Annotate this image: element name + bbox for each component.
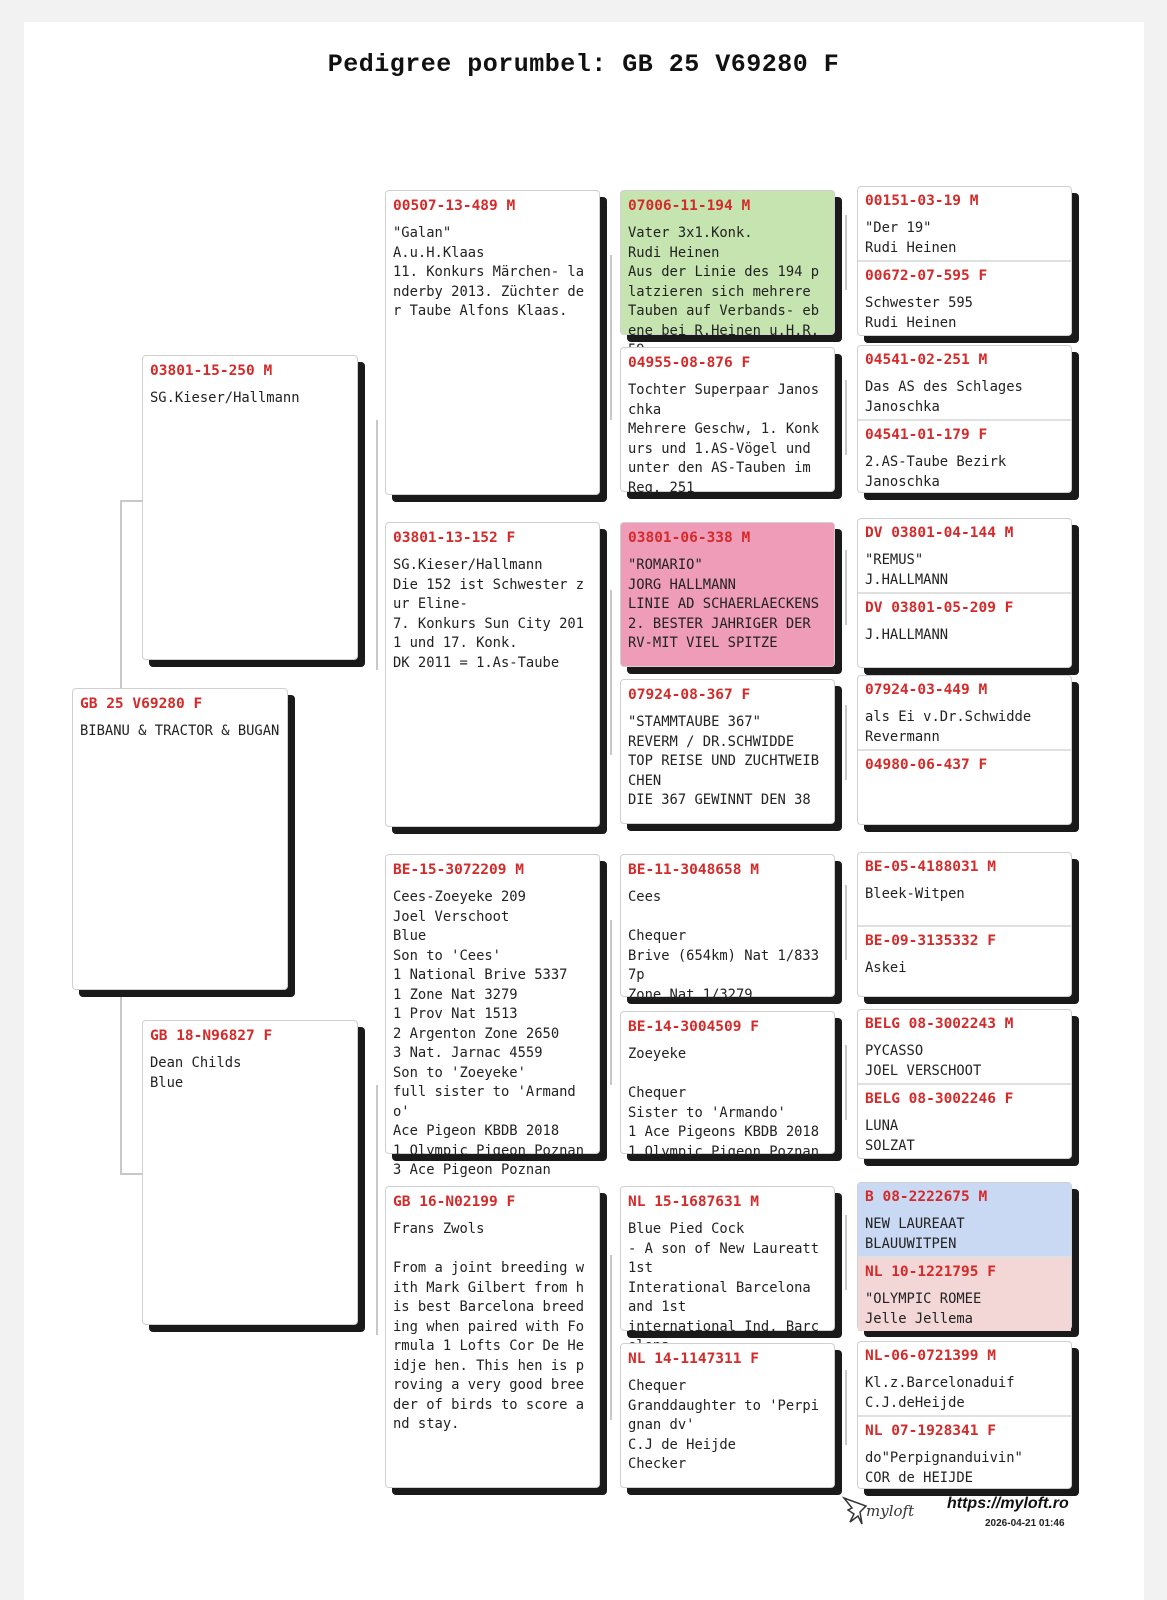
pigeon-info: do"Perpignanduivin" COR de HEIJDE [865,1450,1023,1486]
ring-number: BE-15-3072209 M [393,862,524,878]
grandparent-card[interactable] [385,522,600,827]
great-grandparent-card[interactable] [620,522,835,667]
g5-sire[interactable] [858,853,1071,925]
great-grandparent-card[interactable] [620,190,835,339]
g5-dam[interactable] [858,1083,1071,1160]
g5-sire[interactable] [858,519,1071,592]
ring-number: 00672-07-595 F [865,268,988,284]
g5-dam[interactable] [858,925,1071,998]
pigeon-info: Chequer Granddaughter to 'Perpignan dv' C.J de Heijde Checker [628,1378,820,1472]
pigeon-info: LUNA SOLZAT [865,1118,915,1154]
grandparent-card[interactable] [385,1186,600,1488]
pigeon-info: Cees Chequer Brive (654km) Nat 1/8337p Zone Nat 1/3279 [628,889,820,1003]
great-grandparent-card[interactable] [620,679,835,824]
pigeon-info: Vater 3x1.Konk. Rudi Heinen Aus der Linie des 194 platzieren sich mehrere Tauben auf Verbands- ebene bei R.Heinen u.H.R. [628,225,820,339]
sire-card[interactable] [142,355,358,660]
great-grandparent-card[interactable] [620,854,835,1003]
g5-sire[interactable] [858,676,1071,749]
pigeon-info: Dean Childs Blue [150,1055,242,1091]
pigeon-info: SG.Kieser/Hallmann [150,390,300,406]
g5-pair-card [857,345,1072,493]
ring-number: 07006-11-194 M [628,198,751,214]
pigeon-info: Askei [865,960,907,976]
g5-sire[interactable] [858,1342,1071,1415]
connector-line [845,380,847,455]
pigeon-info: Das AS des Schlages Janoschka [865,379,1023,415]
connector-line [610,1255,612,1420]
pigeon-info: "OLYMPIC ROMEE Jelle Jellema [865,1291,982,1327]
connector-line [845,885,847,960]
ring-number: BE-11-3048658 M [628,862,759,878]
g5-pair-card [857,186,1072,336]
g5-pair-card [857,852,1072,997]
ring-number: NL 10-1221795 F [865,1264,996,1280]
pigeon-info: BIBANU & TRACTOR & BUGAN [80,723,280,739]
g5-pair-card [857,1182,1072,1330]
ring-number: BE-05-4188031 M [865,859,996,875]
great-grandparent-card[interactable] [620,1343,835,1488]
g5-sire[interactable] [858,1183,1071,1256]
ring-number: 04980-06-437 F [865,757,988,773]
g5-dam[interactable] [858,1415,1071,1490]
ring-number: NL 14-1147311 F [628,1351,759,1367]
pigeon-info: Cees-Zoeyeke 209 Joel Verschoot Blue Son to 'Cees' 1 National Brive 5337 1 Zone Nat 3279 1 Prov Nat 1513 2 Argenton Zone 2650 3 Nat. Jarnac 4559 Son to 'Zoeyeke' full sister to 'Armando' Ace Pigeon KBDB 2018 1 Olympic Pigeon Poznan 3 Ace Pigeon Poznan [393,889,585,1178]
pigeon-icon [838,1492,938,1532]
ring-number: 07924-03-449 M [865,682,988,698]
pigeon-info: 2.AS-Taube Bezirk Janoschka [865,454,1007,490]
page-title: Pedigree porumbel: GB 25 V69280 F [327,50,840,79]
pigeon-info: Frans Zwols From a joint breeding with Mark Gilbert from his best Barcelona breeding when paired with Formula 1 Lofts Cor De Heidje hen. This hen is proving a very good breeder of birds to score and stay. [393,1221,585,1432]
ring-number: 04541-01-179 F [865,427,988,443]
g5-dam[interactable] [858,749,1071,826]
g5-sire[interactable] [858,1010,1071,1083]
ring-number: NL-06-0721399 M [865,1348,996,1364]
grandparent-card[interactable] [385,854,600,1178]
g5-pair-card [857,675,1072,825]
connector-line [845,705,847,780]
connector-line [845,215,847,290]
connector-line [376,420,378,670]
pigeon-info: SG.Kieser/Hallmann Die 152 ist Schwester zur Eline- 7. Konkurs Sun City 2011 und 17. Konk. DK 2011 = 1.As-Taube [393,557,585,671]
footer-date: 2026-04-21 01:46 [985,1518,1065,1529]
pigeon-card[interactable] [72,688,288,990]
connector-line [376,1085,378,1335]
ring-number: DV 03801-04-144 M [865,525,1014,541]
ring-number: 04955-08-876 F [628,355,751,371]
g5-pair-card [857,518,1072,668]
footer-url-link[interactable]: https://myloft.ro [947,1495,1069,1512]
g5-sire[interactable] [858,346,1071,419]
g5-pair-card [857,1341,1072,1489]
pigeon-info: "ROMARIO" JORG HALLMANN LINIE AD SCHAERLAECKENS 2. BESTER JAHRIGER DER RV-MIT VIEL SPITZE [628,557,820,651]
pigeon-info: Tochter Superpaar Janoschka Mehrere Geschw, 1. Konkurs und 1.AS-Vögel und unter den AS-Tauben im Reg. 251 [628,382,820,496]
pigeon-info: Bleek-Witpen [865,886,965,902]
grandparent-card[interactable] [385,190,600,495]
ring-number: BELG 08-3002246 F [865,1091,1014,1107]
g5-pair-card [857,1009,1072,1159]
connector-line [845,1370,847,1445]
great-grandparent-card[interactable] [620,347,835,496]
great-grandparent-card[interactable] [620,1186,835,1335]
pigeon-info: PYCASSO JOEL VERSCHOOT [865,1043,982,1079]
ring-number: 04541-02-251 M [865,352,988,368]
connector-line [120,1173,142,1175]
ring-number: BE-14-3004509 F [628,1019,759,1035]
g5-dam[interactable] [858,592,1071,669]
g5-sire[interactable] [858,187,1071,260]
connector-line [845,1045,847,1120]
connector-line [610,920,612,1085]
connector-line [120,500,142,502]
dam-card[interactable] [142,1020,358,1325]
ring-number: GB 16-N02199 F [393,1194,516,1210]
pigeon-info: NEW LAUREAAT BLAUUWITPEN [865,1216,965,1252]
g5-dam[interactable] [858,260,1071,337]
ring-number: GB 25 V69280 F [80,696,203,712]
ring-number: BE-09-3135332 F [865,933,996,949]
pigeon-info: als Ei v.Dr.Schwidde Revermann [865,709,1032,745]
ring-number: NL 07-1928341 F [865,1423,996,1439]
pigeon-info: Kl.z.Barcelonaduif C.J.deHeijde [865,1375,1015,1411]
ring-number: 00151-03-19 M [865,193,979,209]
ring-number: DV 03801-05-209 F [865,600,1014,616]
great-grandparent-card[interactable] [620,1011,835,1160]
ring-number: 03801-06-338 M [628,530,751,546]
ring-number: NL 15-1687631 M [628,1194,759,1210]
pigeon-info: Blue Pied Cock - A son of New Laureatt 1st Interational Barcelona and 1st international Ind. Barc [628,1221,820,1335]
pigeon-info: "Der 19" Rudi Heinen [865,220,957,256]
ring-number: B 08-2222675 M [865,1189,988,1205]
pigeon-info: J.HALLMANN [865,627,949,643]
pigeon-info: "REMUS" J.HALLMANN [865,552,949,588]
connector-line [610,590,612,755]
ring-number: 00507-13-489 M [393,198,516,214]
ring-number: 07924-08-367 F [628,687,751,703]
pigeon-info: Schwester 595 Rudi Heinen [865,295,973,331]
connector-line [845,1215,847,1290]
ring-number: 03801-13-152 F [393,530,516,546]
brand-name: myloft [866,1502,915,1520]
myloft-logo [838,1492,938,1532]
connector-line [610,255,612,420]
ring-number: 03801-15-250 M [150,363,273,379]
pigeon-info: "Galan" A.u.H.Klaas 11. Konkurs Märchen- landerby 2013. Züchter der Taube Alfons Klaas. [393,225,585,319]
g5-dam[interactable] [858,419,1071,494]
pigeon-info: Zoeyeke Chequer Sister to 'Armando' 1 Ace Pigeons KBDB 2018 1 Olympic Pigeon Poznan [628,1046,820,1160]
g5-dam[interactable] [858,1256,1071,1331]
ring-number: BELG 08-3002243 M [865,1016,1014,1032]
connector-line [845,550,847,625]
pigeon-info: "STAMMTAUBE 367" REVERM / DR.SCHWIDDE TOP REISE UND ZUCHTWEIBCHEN DIE 367 GEWINNT DEN 38 [628,714,820,808]
ring-number: GB 18-N96827 F [150,1028,273,1044]
